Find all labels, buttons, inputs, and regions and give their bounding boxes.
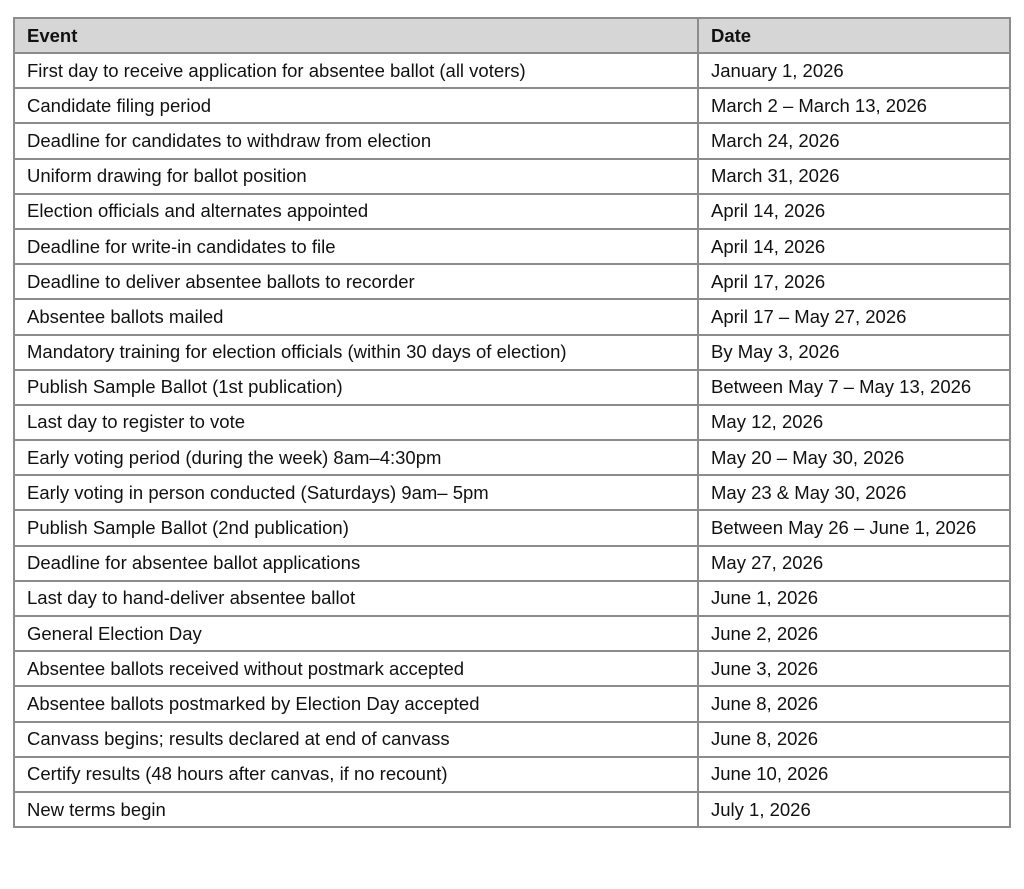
table-row: [14, 299, 1010, 334]
event-cell: Canvass begins; results declared at end of canvass: [14, 722, 698, 757]
event-cell: General Election Day: [14, 616, 698, 651]
column-header-event: Event: [14, 18, 698, 53]
table-row: [14, 53, 1010, 88]
table-row: [14, 335, 1010, 370]
event-cell: New terms begin: [14, 792, 698, 827]
event-cell: Early voting in person conducted (Saturdays) 9am– 5pm: [14, 475, 698, 510]
event-cell: Publish Sample Ballot (1st publication): [14, 370, 698, 405]
election-calendar-table: [13, 17, 1011, 828]
table-row: [14, 370, 1010, 405]
table-row: [14, 581, 1010, 616]
date-cell: March 2 – March 13, 2026: [698, 88, 1010, 123]
table-row: [14, 510, 1010, 545]
table-row: [14, 651, 1010, 686]
event-cell: Certify results (48 hours after canvas, if no recount): [14, 757, 698, 792]
date-cell: May 20 – May 30, 2026: [698, 440, 1010, 475]
table-row: [14, 264, 1010, 299]
event-cell: Absentee ballots received without postmark accepted: [14, 651, 698, 686]
table-row: [14, 194, 1010, 229]
event-cell: Deadline for write-in candidates to file: [14, 229, 698, 264]
table-row: [14, 88, 1010, 123]
date-cell: June 3, 2026: [698, 651, 1010, 686]
event-cell: Absentee ballots postmarked by Election Day accepted: [14, 686, 698, 721]
date-cell: May 27, 2026: [698, 546, 1010, 581]
event-cell: Candidate filing period: [14, 88, 698, 123]
column-header-date: Date: [698, 18, 1010, 53]
date-cell: Between May 26 – June 1, 2026: [698, 510, 1010, 545]
date-cell: April 17 – May 27, 2026: [698, 299, 1010, 334]
event-cell: Absentee ballots mailed: [14, 299, 698, 334]
event-cell: Publish Sample Ballot (2nd publication): [14, 510, 698, 545]
table-header-row: [14, 18, 1010, 53]
date-cell: March 31, 2026: [698, 159, 1010, 194]
table-row: [14, 792, 1010, 827]
date-cell: By May 3, 2026: [698, 335, 1010, 370]
table-row: [14, 757, 1010, 792]
table-row: [14, 229, 1010, 264]
date-cell: June 8, 2026: [698, 722, 1010, 757]
date-cell: Between May 7 – May 13, 2026: [698, 370, 1010, 405]
table-row: [14, 159, 1010, 194]
event-cell: Uniform drawing for ballot position: [14, 159, 698, 194]
event-cell: Last day to hand-deliver absentee ballot: [14, 581, 698, 616]
date-cell: July 1, 2026: [698, 792, 1010, 827]
date-cell: May 12, 2026: [698, 405, 1010, 440]
table-row: [14, 123, 1010, 158]
event-cell: Deadline for candidates to withdraw from election: [14, 123, 698, 158]
date-cell: April 14, 2026: [698, 194, 1010, 229]
date-cell: January 1, 2026: [698, 53, 1010, 88]
table-row: [14, 686, 1010, 721]
date-cell: June 2, 2026: [698, 616, 1010, 651]
event-cell: Deadline for absentee ballot applications: [14, 546, 698, 581]
date-cell: June 10, 2026: [698, 757, 1010, 792]
event-cell: First day to receive application for absentee ballot (all voters): [14, 53, 698, 88]
table-row: [14, 405, 1010, 440]
event-cell: Election officials and alternates appointed: [14, 194, 698, 229]
event-cell: Deadline to deliver absentee ballots to recorder: [14, 264, 698, 299]
date-cell: April 17, 2026: [698, 264, 1010, 299]
event-cell: Mandatory training for election officials (within 30 days of election): [14, 335, 698, 370]
table-row: [14, 475, 1010, 510]
date-cell: June 8, 2026: [698, 686, 1010, 721]
event-cell: Last day to register to vote: [14, 405, 698, 440]
table-row: [14, 722, 1010, 757]
table-row: [14, 546, 1010, 581]
date-cell: March 24, 2026: [698, 123, 1010, 158]
table-row: [14, 440, 1010, 475]
event-cell: Early voting period (during the week) 8am–4:30pm: [14, 440, 698, 475]
table-row: [14, 616, 1010, 651]
date-cell: April 14, 2026: [698, 229, 1010, 264]
date-cell: June 1, 2026: [698, 581, 1010, 616]
date-cell: May 23 & May 30, 2026: [698, 475, 1010, 510]
